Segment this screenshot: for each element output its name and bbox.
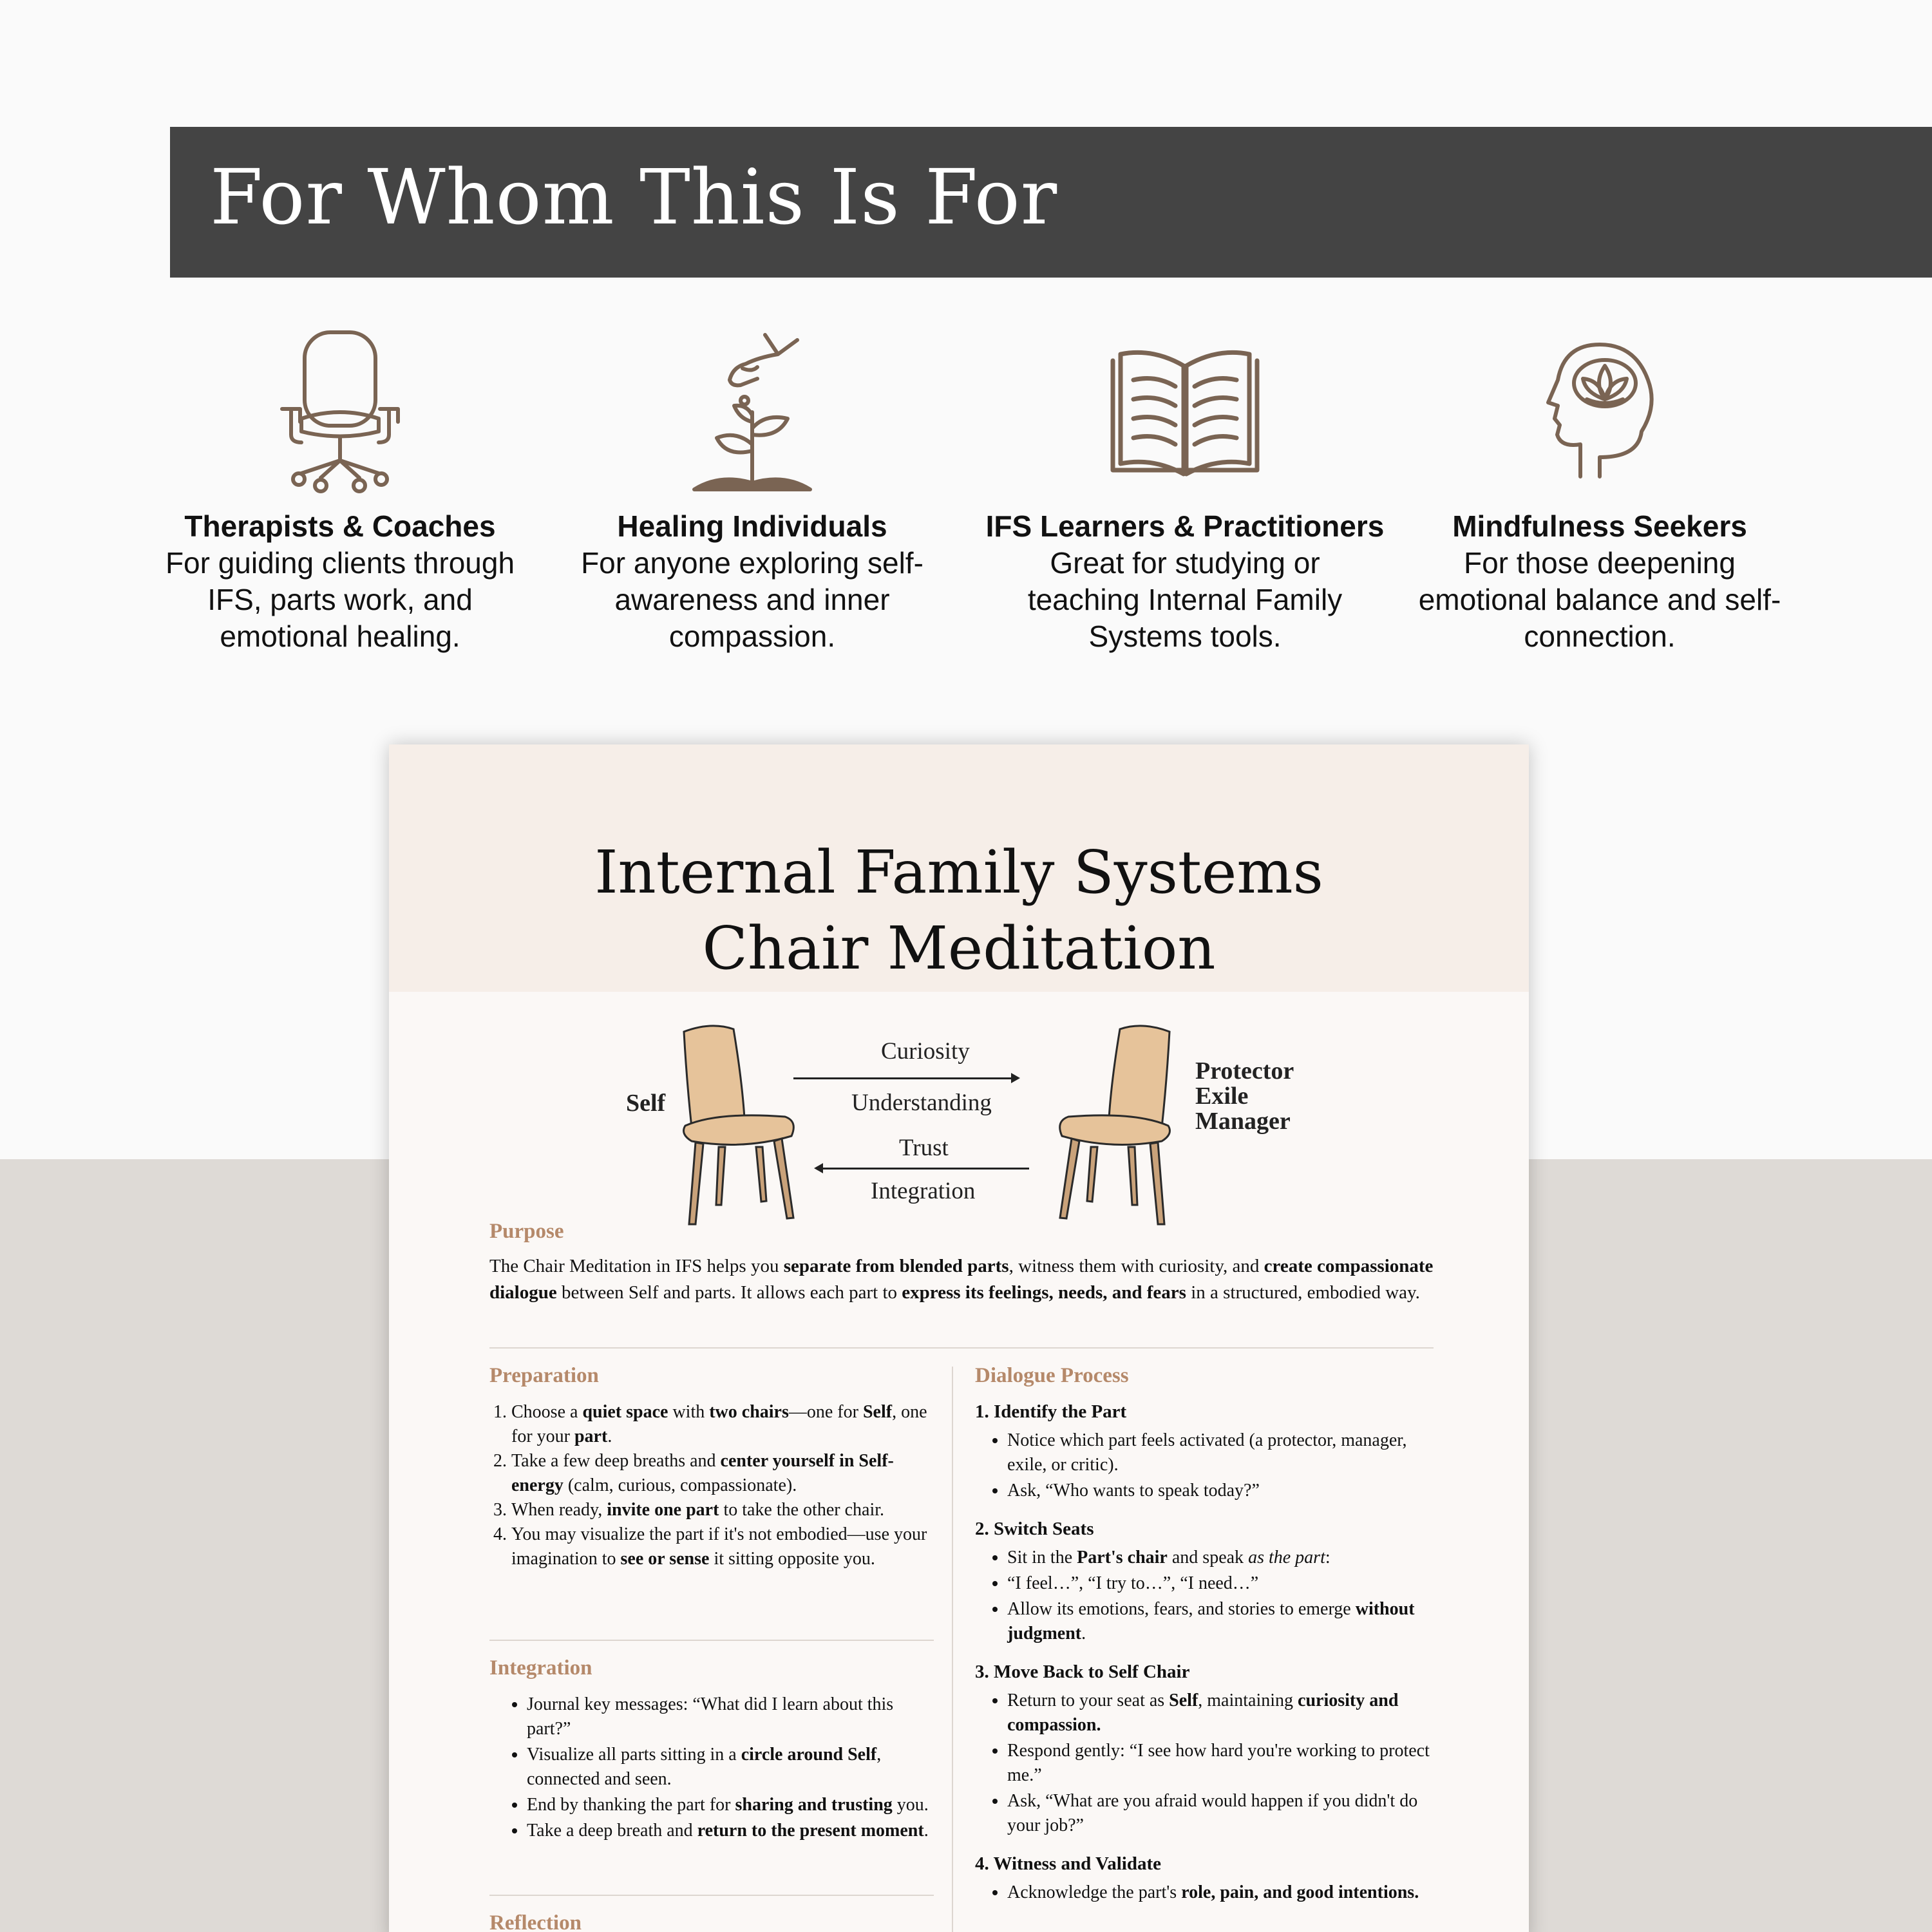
text-segment: Part's chair bbox=[1077, 1548, 1168, 1567]
office-chair-icon bbox=[269, 328, 411, 496]
divider bbox=[489, 1640, 934, 1641]
text-segment: Notice which part feels activated (a protector, manager, exile, or critic). bbox=[1007, 1430, 1407, 1475]
diagram-self-label: Self bbox=[626, 1090, 666, 1117]
hand-planting-seedling-icon bbox=[681, 328, 823, 496]
integration-heading: Integration bbox=[489, 1656, 592, 1680]
audience-title: Healing Individuals bbox=[617, 509, 887, 543]
arrow-to-part bbox=[793, 1077, 1012, 1079]
arrow-to-self bbox=[822, 1168, 1029, 1170]
text-segment: Visualize all parts sitting in a bbox=[527, 1745, 741, 1765]
text-segment: part bbox=[574, 1426, 608, 1446]
text-segment: role, pain, and good intentions. bbox=[1181, 1882, 1419, 1902]
audience-description: For those deepening emotional balance and self-connection. bbox=[1418, 546, 1781, 653]
text-segment: , connected and seen. bbox=[527, 1745, 882, 1789]
list-item bbox=[511, 1498, 938, 1522]
text-segment: Take a deep breath and bbox=[527, 1821, 697, 1841]
open-book-icon bbox=[1108, 328, 1262, 496]
chair-part-illustration bbox=[1046, 1021, 1181, 1234]
text-segment: “I feel…”, “I try to…”, “I need…” bbox=[1007, 1573, 1259, 1593]
worksheet-preview bbox=[389, 744, 1529, 1932]
section-banner bbox=[170, 127, 1932, 278]
text-segment: return to the present moment bbox=[697, 1821, 924, 1841]
text-segment: center yourself in Self-energy bbox=[511, 1451, 894, 1495]
text-segment: invite one part bbox=[607, 1500, 719, 1520]
audience-description: Great for studying or teaching Internal Family Systems tools. bbox=[1027, 546, 1343, 653]
dialogue-heading: Dialogue Process bbox=[975, 1364, 1129, 1387]
dialogue-step-list bbox=[979, 1428, 1430, 1504]
text-segment: Journal key messages: “What did I learn about this part?” bbox=[527, 1694, 894, 1739]
text-segment: separate from blended parts bbox=[783, 1256, 1009, 1276]
text-segment: to take the other chair. bbox=[719, 1500, 885, 1520]
column-divider bbox=[952, 1367, 953, 1932]
diagram-word-curiosity: Curiosity bbox=[881, 1038, 970, 1065]
text-segment: You may visualize the part if it's not embodied—use your imagination to bbox=[511, 1524, 927, 1569]
text-segment: sharing and trusting bbox=[735, 1795, 893, 1815]
chair-self-illustration bbox=[672, 1021, 808, 1234]
audience-description: For guiding clients through IFS, parts work, and emotional healing. bbox=[165, 546, 515, 653]
purpose-heading: Purpose bbox=[489, 1220, 564, 1243]
text-segment: Allow its emotions, fears, and stories to emerge bbox=[1007, 1599, 1356, 1619]
text-segment: . bbox=[923, 1821, 929, 1841]
audience-title: Therapists & Coaches bbox=[184, 509, 496, 543]
text-segment: two chairs bbox=[709, 1402, 789, 1422]
dialogue-step-title: 1. Identify the Part bbox=[975, 1401, 1127, 1422]
text-segment: Take a few deep breaths and bbox=[511, 1451, 721, 1471]
text-segment: express its feelings, needs, and fears bbox=[902, 1282, 1186, 1303]
diagram-word-understanding: Understanding bbox=[851, 1090, 992, 1116]
text-segment: End by thanking the part for bbox=[527, 1795, 735, 1815]
list-item bbox=[511, 1522, 938, 1571]
list-item bbox=[511, 1400, 938, 1449]
list-item bbox=[1007, 1789, 1430, 1838]
text-segment: . bbox=[607, 1426, 612, 1446]
dialogue-step-title: 2. Switch Seats bbox=[975, 1519, 1094, 1539]
text-segment: . bbox=[1081, 1624, 1086, 1643]
audience-card-therapists bbox=[134, 328, 546, 655]
text-segment: in a structured, embodied way. bbox=[1186, 1282, 1420, 1303]
list-item bbox=[511, 1449, 938, 1498]
diagram-parts-label: Protector Exile Manager bbox=[1195, 1057, 1294, 1135]
divider bbox=[489, 1895, 934, 1896]
text-segment: , one for your bbox=[511, 1402, 927, 1446]
head-lotus-icon bbox=[1529, 328, 1671, 496]
dialogue-step-list bbox=[979, 1546, 1430, 1647]
integration-list bbox=[498, 1692, 936, 1844]
list-item bbox=[1007, 1597, 1430, 1646]
text-segment: Respond gently: “I see how hard you're working to protect me.” bbox=[1007, 1741, 1430, 1785]
list-item bbox=[1007, 1689, 1430, 1738]
text-segment: The Chair Meditation in IFS helps you bbox=[489, 1256, 784, 1276]
list-item bbox=[527, 1743, 936, 1792]
text-segment: Self bbox=[1169, 1690, 1198, 1710]
audience-card-learners bbox=[979, 328, 1391, 655]
diagram-word-trust: Trust bbox=[899, 1135, 949, 1161]
text-segment: Acknowledge the part's bbox=[1007, 1882, 1182, 1902]
purpose-text bbox=[489, 1253, 1436, 1306]
audience-card-mindfulness bbox=[1394, 328, 1806, 655]
text-segment: as the part bbox=[1248, 1548, 1325, 1567]
text-segment: you. bbox=[892, 1795, 929, 1815]
arrow-head-left-icon bbox=[814, 1163, 823, 1173]
preparation-list bbox=[493, 1400, 938, 1571]
arrow-head-right-icon bbox=[1011, 1073, 1020, 1083]
text-segment: curiosity and compassion. bbox=[1007, 1690, 1399, 1735]
list-item bbox=[1007, 1880, 1430, 1905]
text-segment: Return to your seat as bbox=[1007, 1690, 1170, 1710]
text-segment: (calm, curious, compassionate). bbox=[563, 1475, 797, 1495]
audience-card-healing bbox=[546, 328, 958, 655]
text-segment: Ask, “What are you afraid would happen if you didn't do your job?” bbox=[1007, 1791, 1418, 1835]
diagram-word-integration: Integration bbox=[871, 1178, 976, 1204]
text-segment: without judgment bbox=[1007, 1599, 1415, 1643]
text-segment: —one for bbox=[788, 1402, 863, 1422]
list-item bbox=[1007, 1479, 1430, 1503]
list-item bbox=[1007, 1739, 1430, 1788]
reflection-heading: Reflection bbox=[489, 1911, 582, 1932]
text-segment: , maintaining bbox=[1198, 1690, 1298, 1710]
text-segment: , witness them with curiosity, and bbox=[1009, 1256, 1264, 1276]
dialogue-step-title: 4. Witness and Validate bbox=[975, 1853, 1162, 1874]
banner-title: For Whom This Is For bbox=[210, 153, 1058, 242]
list-item bbox=[527, 1692, 936, 1741]
text-segment: : bbox=[1325, 1548, 1331, 1567]
text-segment: Ask, “Who wants to speak today?” bbox=[1007, 1481, 1260, 1501]
text-segment: Choose a bbox=[511, 1402, 583, 1422]
dialogue-step-title: 3. Move Back to Self Chair bbox=[975, 1662, 1190, 1682]
list-item bbox=[1007, 1428, 1430, 1477]
text-segment: between Self and parts. It allows each part to bbox=[556, 1282, 902, 1303]
text-segment: and speak bbox=[1167, 1548, 1249, 1567]
text-segment: it sitting opposite you. bbox=[709, 1549, 875, 1569]
dialogue-step-list bbox=[979, 1689, 1430, 1839]
list-item bbox=[1007, 1571, 1430, 1596]
audience-description: For anyone exploring self-awareness and inner compassion. bbox=[581, 546, 923, 653]
preparation-heading: Preparation bbox=[489, 1364, 599, 1387]
audience-title: Mindfulness Seekers bbox=[1452, 509, 1747, 543]
text-segment: When ready, bbox=[511, 1500, 607, 1520]
list-item bbox=[527, 1793, 936, 1817]
text-segment: see or sense bbox=[620, 1549, 710, 1569]
text-segment: create compassionate dialogue bbox=[489, 1256, 1434, 1303]
audience-title: IFS Learners & Practitioners bbox=[985, 509, 1385, 543]
text-segment: Self bbox=[862, 1402, 893, 1422]
text-segment: quiet space bbox=[582, 1402, 668, 1422]
text-segment: Sit in the bbox=[1007, 1548, 1077, 1567]
text-segment: with bbox=[668, 1402, 710, 1422]
list-item bbox=[527, 1819, 936, 1843]
worksheet-title: Internal Family Systems Chair Meditation bbox=[594, 838, 1323, 983]
list-item bbox=[1007, 1546, 1430, 1570]
divider bbox=[489, 1347, 1434, 1349]
dialogue-step-list bbox=[979, 1880, 1430, 1906]
text-segment: circle around Self bbox=[741, 1745, 877, 1765]
